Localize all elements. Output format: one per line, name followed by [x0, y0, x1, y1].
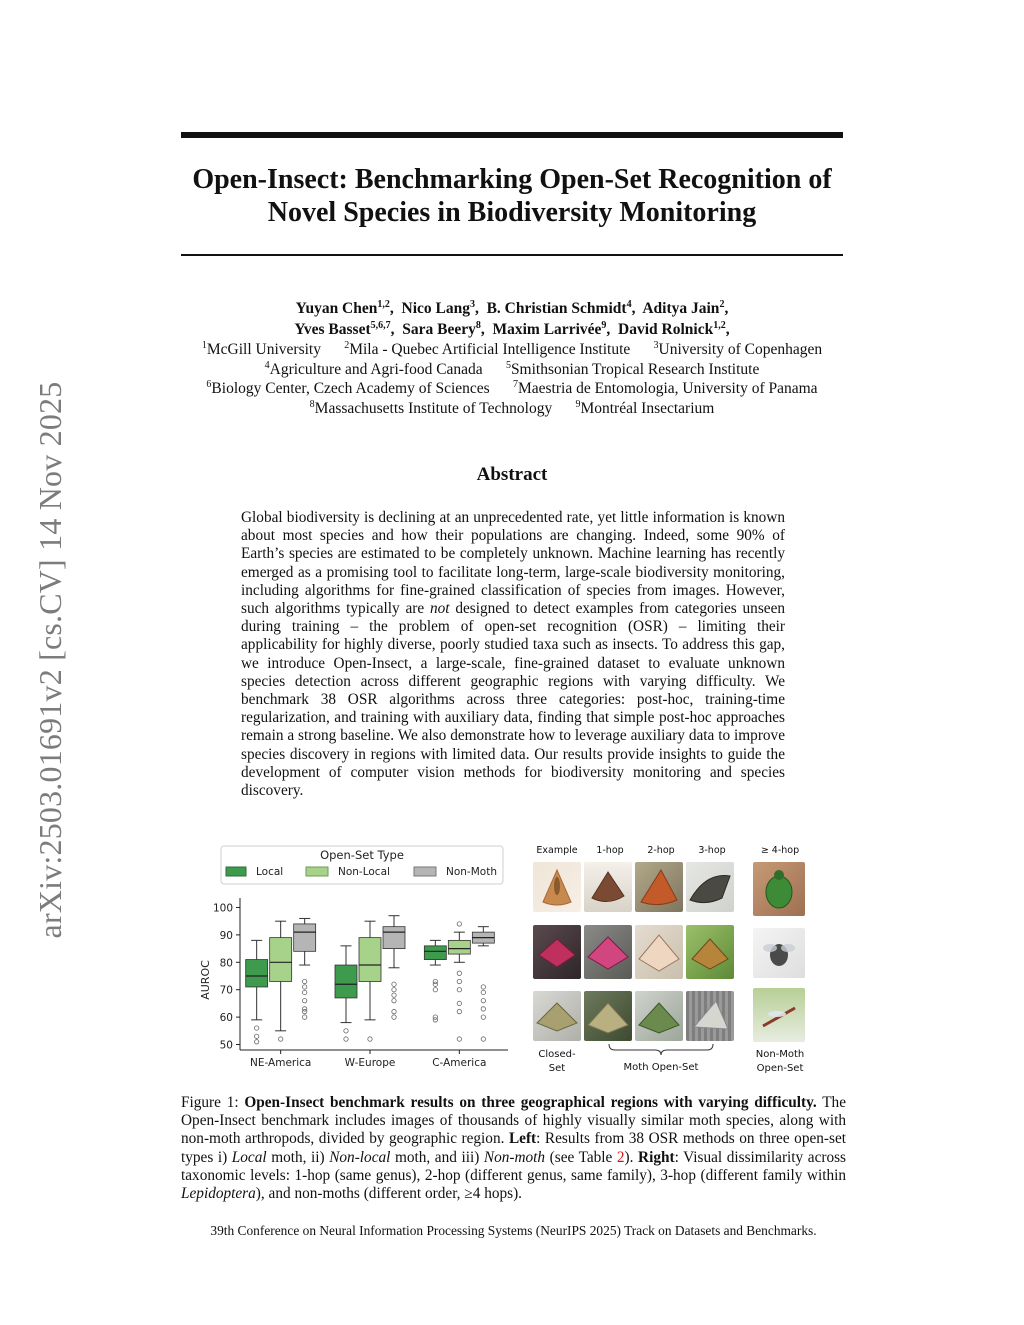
insect-photo — [753, 928, 805, 978]
box-non-local-w-europe — [359, 921, 381, 1041]
caption-text: ). — [624, 1148, 639, 1166]
caption-text: moth, ii) — [266, 1148, 330, 1166]
affiliation: Smithsonian Tropical Research Institute — [510, 360, 760, 378]
author-name: Yuyan Chen — [295, 300, 378, 317]
title-top-rule — [181, 132, 843, 138]
x-tick-label: W-Europe — [344, 1057, 396, 1069]
outlier-point — [254, 1034, 258, 1038]
legend-title: Open-Set Type — [320, 848, 404, 862]
box-local-ne-america — [246, 940, 268, 1044]
moth-photo — [584, 862, 632, 912]
outlier-point — [481, 990, 485, 994]
moth-photo — [686, 991, 734, 1041]
outlier-point — [302, 979, 306, 983]
author-sup: 1,2 — [377, 298, 390, 310]
affiliation-list — [120, 340, 904, 418]
outlier-point — [457, 988, 461, 992]
outlier-point — [392, 988, 396, 992]
box-local-c-america — [424, 940, 446, 1022]
caption-text: The Open-Insect benchmark includes images of thousands of highly visually similar moth species, along with non-moth arthropods, divided by geographic region. — [181, 1094, 846, 1148]
caption-text: : Visual dissimilarity across taxonomic levels: 1-hop (same genus), 2-hop (different genus, same family), 3-hop (different family within — [181, 1148, 847, 1184]
box-body — [359, 938, 381, 982]
taxonomy-image-grid — [525, 842, 825, 1082]
outlier-point — [433, 982, 437, 986]
outlier-point — [254, 1026, 258, 1030]
box-body — [383, 927, 405, 949]
affiliation: McGill University — [206, 341, 321, 358]
column-label-2-hop: 2-hop — [647, 845, 675, 856]
author-name: Nico Lang — [401, 300, 470, 317]
column-label-example: Example — [536, 845, 578, 856]
abstract-emphasis: not — [429, 600, 450, 618]
non-moth-label-line-2: Open-Set — [756, 1063, 804, 1074]
affiliation-sup: 7 — [512, 378, 518, 390]
outlier-point — [278, 1037, 282, 1041]
row-label-closed-set — [527, 1048, 587, 1076]
author-name: Maxim Larrivée — [492, 321, 602, 338]
moth-photo — [533, 991, 581, 1041]
outlier-point — [392, 1015, 396, 1019]
moth-photo — [533, 862, 581, 912]
affiliation-line — [120, 379, 904, 399]
paper-title — [150, 163, 874, 229]
affiliation: University of Copenhagen — [658, 341, 823, 358]
auroc-boxplot — [190, 840, 520, 1072]
non-moth-label-line-1: Non-Moth — [755, 1049, 805, 1060]
box-non-local-ne-america — [270, 921, 292, 1041]
abstract-text: Global biodiversity is declining at an unprecedented rate, yet little information is known about most species and how their populations are changing. Indeed, some 90% of Earth’s species are estimated to be completely unknown. Machine learning has recently emerged as a promising tool to facilitate long-term, large-scale biodiversity monitoring, including algorithms for fine-grained classification of species from images. However, such algorithms typically are — [241, 509, 785, 618]
moth-photo — [686, 862, 734, 912]
legend-label-non-moth: Non-Moth — [446, 866, 497, 878]
author-sup: 1,2 — [713, 319, 726, 331]
affiliation-line — [120, 399, 904, 419]
moth-photo — [686, 925, 734, 979]
outlier-point — [481, 1015, 485, 1019]
caption-label: Figure 1: — [181, 1094, 245, 1111]
outlier-point — [481, 998, 485, 1002]
closed-set-label-line-2: Set — [548, 1063, 566, 1074]
author-sup: 9 — [601, 319, 607, 331]
y-tick-label: 50 — [219, 1039, 233, 1052]
author-sup: 2 — [719, 298, 725, 310]
y-tick-label: 80 — [219, 957, 233, 970]
caption-text: (see Table — [545, 1148, 617, 1166]
caption-italic: Non-local — [329, 1148, 391, 1166]
caption-italic: Non-moth — [483, 1148, 546, 1166]
box-local-w-europe — [335, 946, 357, 1041]
legend-swatch-non-moth — [414, 867, 436, 876]
moth-open-set-brace — [607, 1042, 715, 1056]
insect-photo — [753, 988, 805, 1042]
box-body — [270, 938, 292, 982]
affiliation-sup: 3 — [653, 339, 659, 351]
conference-footer: 39th Conference on Neural Information Processing Systems (NeurIPS 2025) Track on Datasets and Benchmarks. — [210, 1223, 817, 1238]
outlier-point — [457, 979, 461, 983]
outlier-point — [392, 998, 396, 1002]
outlier-point — [392, 982, 396, 986]
y-axis-label: AUROC — [199, 960, 212, 1000]
box-non-moth-c-america — [472, 927, 494, 1042]
caption-left-marker: Left — [508, 1130, 537, 1148]
affiliation: Massachusetts Institute of Technology — [314, 399, 553, 417]
box-body — [424, 946, 446, 960]
closed-set-label-line-1: Closed- — [538, 1049, 576, 1060]
box-body — [246, 960, 268, 987]
moth-photo — [635, 991, 683, 1041]
affiliation-sup: 5 — [505, 359, 511, 371]
moth-photo — [635, 862, 683, 912]
affiliation-sup: 8 — [309, 398, 315, 410]
caption-text: : Results from 38 OSR methods on three open-set types i) — [181, 1130, 846, 1166]
outlier-point — [481, 1007, 485, 1011]
outlier-point — [433, 988, 437, 992]
author-sup: 5,6,7 — [370, 319, 391, 331]
moth-photo — [584, 991, 632, 1041]
moth-photo — [533, 925, 581, 979]
outlier-point — [433, 1018, 437, 1022]
author-line-1: Yuyan Chen$^{1,2}$, Nico Lang$^3$, B. Christian Schmidt$^4$, Aditya Jain$^2$, — [295, 298, 729, 317]
affiliation: Biology Center, Czech Academy of Sciences — [211, 380, 490, 397]
figure-caption — [181, 1094, 846, 1203]
chart-boxes — [246, 916, 495, 1044]
column-label-4-hop: ≥ 4-hop — [760, 845, 800, 856]
author-name: Sara Beery — [402, 321, 476, 338]
caption-text: ), and non-moths (different order, ≥4 hops). — [255, 1185, 523, 1203]
abstract-body — [241, 509, 785, 800]
outlier-point — [457, 922, 461, 926]
affiliation-line — [120, 360, 904, 380]
affiliation: Agriculture and Agri-food Canada — [269, 360, 483, 378]
author-name: B. Christian Schmidt — [486, 300, 627, 317]
y-tick-label: 70 — [219, 984, 233, 997]
legend-label-local: Local — [256, 866, 284, 878]
y-tick-label: 60 — [219, 1012, 233, 1025]
outlier-point — [392, 993, 396, 997]
row-label-non-moth-open-set — [745, 1048, 815, 1076]
outlier-point — [457, 1037, 461, 1041]
caption-right-marker: Right — [638, 1148, 675, 1166]
x-tick-label: NE-America — [249, 1057, 312, 1069]
affiliation-sup: 1 — [201, 339, 207, 351]
title-line-2: Novel Species in Biodiversity Monitoring — [267, 197, 757, 228]
y-tick-label: 90 — [219, 929, 233, 942]
moth-photo — [635, 925, 683, 979]
author-sup: 4 — [626, 298, 632, 310]
affiliation-sup: 9 — [575, 398, 581, 410]
outlier-point — [344, 1037, 348, 1041]
outlier-point — [254, 1040, 258, 1044]
outlier-point — [302, 985, 306, 989]
legend-label-non-local: Non-Local — [338, 866, 390, 878]
outlier-point — [302, 998, 306, 1002]
affiliation-line — [120, 340, 904, 360]
author-line-2: Yves Basset$^{5,6,7}$, Sara Beery$^8$, Maxim Larrivée$^9$, David Rolnick$^{1,2}$, — [294, 319, 730, 338]
outlier-point — [302, 1009, 306, 1013]
table-reference-link[interactable]: 2 — [616, 1148, 625, 1166]
affiliation: Montréal Insectarium — [580, 399, 715, 417]
outlier-point — [368, 1037, 372, 1041]
box-non-moth-w-europe — [383, 916, 405, 1020]
affiliation: Mila - Quebec Artificial Intelligence Institute — [349, 341, 631, 358]
insect-photo — [753, 862, 805, 916]
author-sup: 8 — [475, 319, 481, 331]
outlier-point — [457, 1009, 461, 1013]
column-label-1-hop: 1-hop — [596, 845, 624, 856]
title-bottom-rule — [181, 254, 843, 256]
box-non-local-c-america — [448, 922, 470, 1042]
author-name: Yves Basset — [294, 321, 371, 338]
abstract-heading: Abstract — [476, 464, 548, 485]
chart-legend — [221, 846, 503, 884]
row-label-moth-open-set: Moth Open-Set — [623, 1062, 699, 1073]
caption-text: moth, and iii) — [390, 1148, 484, 1166]
x-tick-label: C-America — [432, 1057, 487, 1069]
column-label-3-hop: 3-hop — [698, 845, 726, 856]
outlier-point — [392, 1009, 396, 1013]
author-sup: 3 — [469, 298, 475, 310]
outlier-point — [302, 1015, 306, 1019]
outlier-point — [457, 1001, 461, 1005]
outlier-point — [481, 1037, 485, 1041]
outlier-point — [344, 1029, 348, 1033]
affiliation-sup: 2 — [344, 339, 350, 351]
box-body — [448, 940, 470, 954]
outlier-point — [457, 971, 461, 975]
outlier-point — [481, 985, 485, 989]
author-list — [150, 298, 874, 340]
y-tick-label: 100 — [212, 902, 233, 915]
legend-swatch-non-local — [306, 867, 328, 876]
caption-bold-title: Open-Insect benchmark results on three geographical regions with varying difficulty. — [244, 1094, 817, 1111]
caption-italic: Lepidoptera — [181, 1185, 256, 1203]
outlier-point — [302, 990, 306, 994]
affiliation: Maestria de Entomologia, University of Panama — [517, 380, 818, 397]
affiliation-sup: 6 — [206, 378, 212, 390]
author-name: Aditya Jain — [642, 300, 720, 317]
box-non-moth-ne-america — [294, 918, 316, 1019]
abstract-text: designed to detect examples from categories unseen during training – the problem of open-set recognition (OSR) – limiting their applicability for highly diverse, poorly studied taxa such as insects. To address this gap, we introduce Open-Insect, a large-scale, fine-grained dataset to evaluate unknown species detection across different geographic regions with varying difficulty. We benchmark 38 OSR algorithms across three categories: post-hoc, training-time regularization, and training with auxiliary data, finding that simple post-hoc approaches remain a strong baseline. We also demonstrate how to leverage auxiliary data to improve species discovery in regions with limited data. Our results provide insights to guide the development of computer vision methods for biodiversity monitoring and species discovery. — [241, 600, 786, 800]
title-line-1: Open-Insect: Benchmarking Open-Set Recognition of — [192, 164, 832, 195]
box-body — [335, 965, 357, 998]
legend-swatch-local — [226, 867, 246, 876]
arxiv-identifier: arXiv:2503.01691v2 [cs.CV] 14 Nov 2025 — [32, 381, 68, 939]
author-name: David Rolnick — [618, 321, 714, 338]
caption-italic: Local — [231, 1148, 267, 1166]
affiliation-sup: 4 — [264, 359, 270, 371]
box-body — [294, 924, 316, 951]
moth-photo — [584, 925, 632, 979]
